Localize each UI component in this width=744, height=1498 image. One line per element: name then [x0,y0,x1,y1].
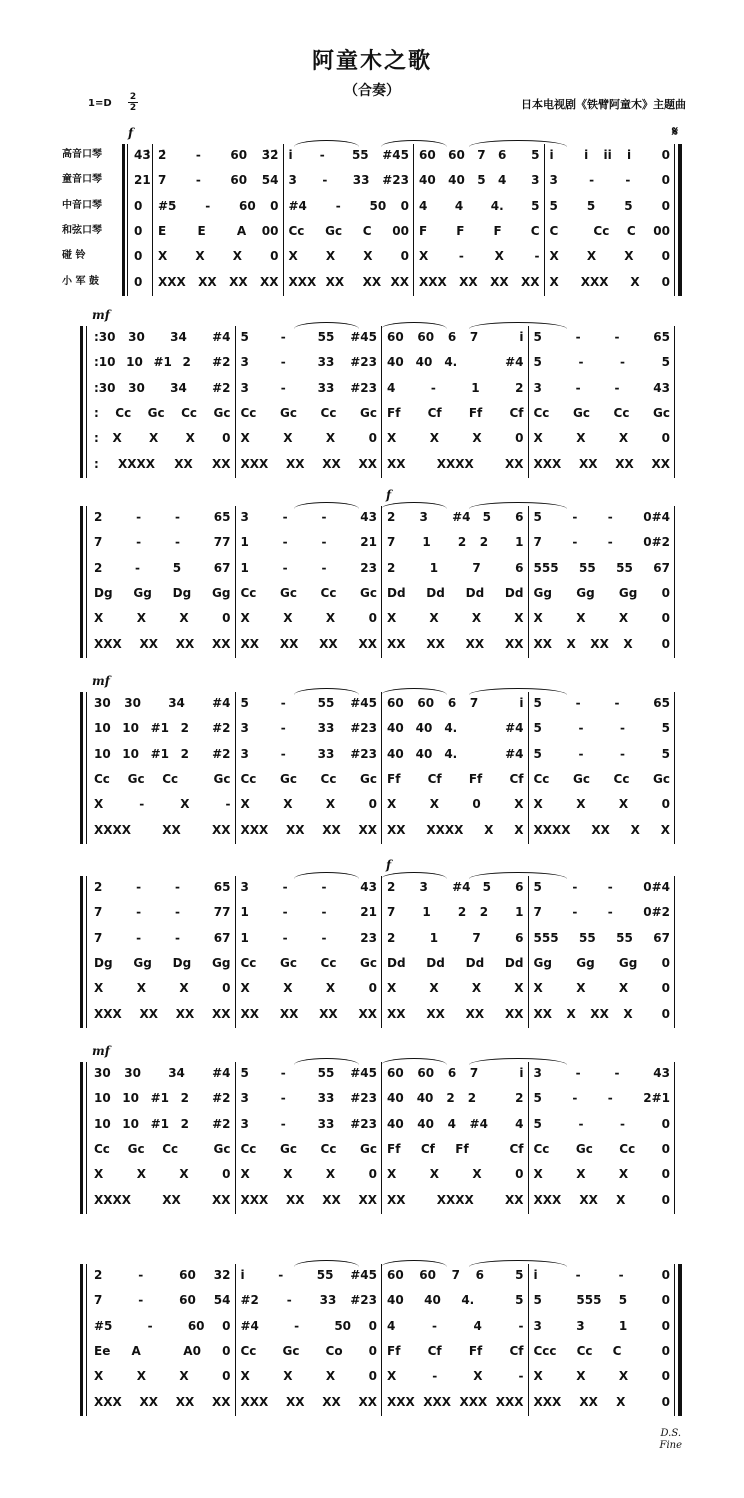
instrument-label: 高音口琴 [62,149,102,160]
measure-notes: : Cc Gc Cc Gc [94,405,231,420]
measure-notes: XXXX XX XX [94,822,231,837]
measure-notes: X X X 0 [240,1369,377,1384]
score-subtitle: （合奏） [344,83,400,99]
measure-notes: XX XX XX XX [240,1006,377,1021]
measure-notes: XXX XX XX XX [240,822,377,837]
key-signature: 1=D [88,98,112,109]
measure-notes: X XXX X 0 [549,274,670,289]
measure-notes: 5 555 5 0 [533,1293,670,1308]
measure-notes: 7 - - 0#2 [533,535,670,550]
measure-notes: :10 10 #1 2 #2 [94,355,231,370]
measure-notes: XXX XX XX XX [240,456,377,471]
instrument-row [0,1391,744,1413]
measure-notes: 40 40 4 #4 4 [387,1116,524,1131]
staff-system [0,124,744,296]
instrument-row [0,901,744,923]
measure-notes: Dd Dd Dd Dd [387,585,524,600]
measure-notes: Cc Gc Cc Gc [240,955,377,970]
measure-notes: 21 [134,173,151,188]
measure-notes: 0 [134,249,143,264]
slur [381,502,447,509]
measure-notes: Cc Gc Cc Gc [240,585,377,600]
slur [381,1058,447,1065]
measure-notes: Cc Gc Cc Gc [533,771,670,786]
measure-notes: XXX XX XX XX [240,1394,377,1409]
measure-notes: 1 - - 23 [240,930,377,945]
measure-notes: 10 10 #1 2 #2 [94,721,231,736]
measure-notes: XX XX XX XX [387,636,524,651]
measure-notes: 3 - 33 #23 [240,721,377,736]
dynamic-mezzo-forte: mf [92,1044,110,1058]
measure-notes: 40 40 4. #4 [387,746,524,761]
instrument-row [0,793,744,815]
measure-notes: Dd Dd Dd Dd [387,955,524,970]
measure-notes: 0 [134,274,143,289]
staff-system [0,1044,744,1214]
measure-notes: 5 - - 65 [533,696,670,710]
measure-notes: 7 - 60 54 [94,1293,231,1308]
instrument-row [0,453,744,475]
instrument-row [0,557,744,579]
measure-notes: 60 60 7 6 5 [419,148,540,162]
measure-notes: X X X 0 [387,431,524,446]
instrument-row [0,768,744,790]
measure-notes: XXX XX XX XX [419,274,540,289]
measure-notes: 5 - - 5 [533,746,670,761]
instrument-row [0,169,744,191]
measure-notes: 10 10 #1 2 #2 [94,746,231,761]
measure-notes: 40 40 4. #4 [387,355,524,370]
measure-notes: Cc Gc Cc Gc [94,1141,231,1156]
instrument-row [0,427,744,449]
measure-notes: 3 - - 43 [240,880,377,894]
slur [381,140,447,147]
instrument-row [0,692,744,714]
slur [294,140,360,147]
measure-notes: i i ii i 0 [549,148,670,162]
measure-notes: 4̇3̇ [134,148,151,162]
measure-notes: 5 - - 65 [533,330,670,344]
measure-notes: C Cc C 00 [549,223,670,238]
measure-notes: 7 - - 67 [94,930,231,945]
measure-notes: 2 1 7 6 [387,930,524,945]
measure-notes: XXX XX XX XX [158,274,279,289]
measure-notes: Cc Gc Cc Gc [533,405,670,420]
instrument-row [0,633,744,655]
measure-notes: Gg Gg Gg 0 [533,585,670,600]
instrument-row [0,531,744,553]
measure-notes: Cc Gc Cc Gc [94,771,231,786]
score-title: 阿童木之歌 [311,49,432,74]
slur [469,502,567,509]
measure-notes: Cc Gc Cc Gc [240,771,377,786]
measure-notes: Cc Gc C 00 [288,223,409,238]
measure-notes: Dg Gg Dg Gg [94,955,231,970]
instrument-row [0,402,744,424]
measure-notes: 2 - - 65 [94,510,231,524]
measure-notes: 5 - - 5 [533,721,670,736]
measure-notes: Ff Cf Ff Cf [387,1141,524,1156]
measure-notes: 2 3 #4 5 6 [387,510,524,524]
measure-notes: X X X 0 [94,1369,231,1384]
measure-notes: XX XXXX XX [387,1192,524,1207]
measure-notes: 40 40 4. 5 [387,1293,524,1308]
instrument-row [0,377,744,399]
instrument-row [0,245,744,267]
measure-notes: 5 - 55 #45 [240,1066,377,1080]
measure-notes: X X X 0 [94,981,231,996]
measure-notes: 2 1 7 6 [387,560,524,575]
measure-notes: 5 - - 5 [533,355,670,370]
slur [294,1058,360,1065]
slur [469,1260,567,1267]
instrument-label: 和弦口琴 [62,224,102,236]
instrument-row [0,1062,744,1084]
measure-notes: 3 - 33 #23 [240,746,377,761]
instrument-row [0,220,744,242]
measure-notes: X X X 0 [533,611,670,626]
measure-notes: X X X 0 [94,1167,231,1182]
instrument-row [0,1113,744,1135]
slur [469,322,567,329]
measure-notes: Cc Gc Cc Gc [240,405,377,420]
dynamic-forte: f [128,126,134,140]
measure-notes: 5 - 55 #45 [240,330,377,344]
measure-notes: #4 - 50 0 [288,198,409,213]
measure-notes: i - 55 #45 [288,148,409,162]
measure-notes: XXX XX XX XX [533,456,670,471]
slur [294,1260,360,1267]
measure-notes: 0 [134,198,143,213]
dynamic-forte: f [386,858,392,872]
measure-notes: #4 - 50 0 [240,1318,377,1333]
instrument-row [0,876,744,898]
measure-notes: XXX XX XX XX [94,636,231,651]
measure-notes: 7 - - 0#2 [533,905,670,920]
measure-notes: 30 30 34 #4 [94,1066,231,1080]
measure-notes: 10 10 #1 2 #2 [94,1116,231,1131]
measure-notes: 3 - 33 #23 [240,380,377,395]
slur [294,872,360,879]
measure-notes: 5 - - 2#1 [533,1091,670,1106]
measure-notes: X X X X [387,611,524,626]
measure-notes: : X X X 0 [94,431,231,446]
measure-notes: 3 - 33 #23 [288,173,409,188]
time-signature [128,92,138,113]
measure-notes: X X X 0 [387,1167,524,1182]
instrument-row [0,351,744,373]
slur [469,140,567,147]
measure-notes: i - - 0 [533,1268,670,1282]
slur [381,688,447,695]
staff-system [0,674,744,844]
measure-notes: 5 - - 0 [533,1116,670,1131]
measure-notes: X X X X [387,981,524,996]
measure-notes: Ff Cf Ff Cf [387,405,524,420]
measure-notes: 7 1 2 2 1 [387,535,524,550]
measure-notes: 2 3 #4 5 6 [387,880,524,894]
measure-notes: XX XX XX XX [387,1006,524,1021]
instrument-label: 碰 铃 [62,250,86,262]
dynamic-forte: f [386,488,392,502]
instrument-row [0,144,744,166]
instrument-row [0,717,744,739]
measure-notes: Cc Gc Cc Gc [240,1141,377,1156]
instrument-row [0,1264,744,1286]
measure-notes: X X X 0 [240,1167,377,1182]
measure-notes: X - X - [419,249,540,264]
instrument-row [0,607,744,629]
source-credit: 日本电视剧《铁臂阿童木》主题曲 [521,98,686,111]
measure-notes: #2 - 33 #23 [240,1293,377,1308]
instrument-row [0,271,744,293]
measure-notes: X X X 0 [240,981,377,996]
measure-notes: 1 - - 23 [240,560,377,575]
measure-notes: X X X 0 [158,249,279,264]
measure-notes: Ccc Cc C 0 [533,1343,670,1358]
fine-mark: Fine [659,1440,682,1451]
instrument-row [0,1087,744,1109]
instrument-label: 小 军 鼓 [62,275,99,287]
measure-notes: #5 - 60 0 [158,198,279,213]
measure-notes: 555 55 55 67 [533,560,670,575]
measure-notes: 5 - - 0#4 [533,510,670,524]
measure-notes: XX XXXX X X [387,822,524,837]
measure-notes: 2 - - 65 [94,880,231,894]
measure-notes: X X X 0 [533,431,670,446]
measure-notes: XXX XXX XXX XXX [387,1394,524,1409]
measure-notes: X X X 0 [549,249,670,264]
measure-notes: 7 1 2 2 1 [387,905,524,920]
measure-notes: 3 - 33 #23 [240,1091,377,1106]
dynamic-mezzo-forte: mf [92,308,110,322]
measure-notes: 7 - - 77 [94,905,231,920]
measure-notes: 4 - 1 2 [387,380,524,395]
da-segno-fine [660,1428,683,1452]
slur [381,872,447,879]
measure-notes: Ff Cf Ff Cf [387,1343,524,1358]
measure-notes: 40 40 2 2 2 [387,1091,524,1106]
measure-notes: X X X 0 [288,249,409,264]
measure-notes: Cc Gc Co 0 [240,1343,377,1358]
measure-notes: 2 - 60 32 [94,1268,231,1282]
instrument-row [0,582,744,604]
measure-notes: E E A 00 [158,223,279,238]
measure-notes: 3 - - 43 [533,380,670,395]
measure-notes: 3 - - 43 [533,1066,670,1080]
measure-notes: 40 40 5 4 3 [419,173,540,188]
measure-notes: 555 55 55 67 [533,930,670,945]
staff-system [0,1264,744,1416]
slur [294,688,360,695]
measure-notes: X X X 0 [533,1167,670,1182]
instrument-row [0,506,744,528]
instrument-row [0,1189,744,1211]
instrument-row [0,1289,744,1311]
measure-notes: X X X 0 [533,797,670,812]
instrument-row [0,1315,744,1337]
instrument-row [0,952,744,974]
measure-notes: 60 60 6 7 i [387,1066,524,1080]
measure-notes: 3 - - 43 [240,510,377,524]
measure-notes: i - 55 #45 [240,1268,377,1282]
measure-notes: 7 - 60 54 [158,173,279,188]
measure-notes: 3 3 1 0 [533,1318,670,1333]
measure-notes: 4 - 4 - [387,1318,524,1333]
instrument-row [0,743,744,765]
measure-notes: X X X 0 [240,431,377,446]
measure-notes: 4 4 4. 5 [419,198,540,213]
measure-notes: X X X 0 [94,611,231,626]
measure-notes: X X X 0 [240,611,377,626]
slur [469,872,567,879]
measure-notes: XXX XX XX XX [94,1006,231,1021]
instrument-row [0,927,744,949]
measure-notes: 10 10 #1 2 #2 [94,1091,231,1106]
measure-notes: Dg Gg Dg Gg [94,585,231,600]
instrument-row [0,1365,744,1387]
measure-notes: XXX XX XX XX [288,274,409,289]
measure-notes: 30 30 34 #4 [94,696,231,710]
measure-notes: :30 30 34 #2 [94,380,231,395]
instrument-row [0,1340,744,1362]
meter-bottom: 2 [129,103,137,113]
dynamic-mezzo-forte: mf [92,674,110,688]
measure-notes: #5 - 60 0 [94,1318,231,1333]
instrument-row [0,1138,744,1160]
measure-notes: 2̇ - 60 3̇2̇ [158,148,279,162]
measure-notes: 60 60 7 6 5 [387,1268,524,1282]
staff-system [0,308,744,478]
instrument-row [0,819,744,841]
measure-notes: 3 - 33 #23 [240,355,377,370]
measure-notes: 3 - - 0 [549,173,670,188]
measure-notes: XX X XX X 0 [533,1006,670,1021]
measure-notes: Ff Cf Ff Cf [387,771,524,786]
instrument-row [0,977,744,999]
measure-notes: 0 [134,223,143,238]
measure-notes: XXXX XX XX [94,1192,231,1207]
measure-notes: 7 - - 77 [94,535,231,550]
measure-notes: Gg Gg Gg 0 [533,955,670,970]
measure-notes: XXX XX XX XX [94,1394,231,1409]
measure-notes: :30 30 34 #4 [94,330,231,344]
instrument-row [0,1163,744,1185]
measure-notes: X - X - [94,797,231,812]
measure-notes: X X 0 X [387,797,524,812]
measure-notes: : XXXX XX XX [94,456,231,471]
measure-notes: 2 - 5 67 [94,560,231,575]
instrument-row [0,326,744,348]
instrument-label: 中音口琴 [62,199,102,211]
slur [294,502,360,509]
slur [469,1058,567,1065]
measure-notes: 1 - - 21 [240,905,377,920]
measure-notes: X X X 0 [533,1369,670,1384]
instrument-row [0,195,744,217]
instrument-row [0,1003,744,1025]
measure-notes: X - X - [387,1369,524,1384]
measure-notes: 60 60 6 7 i [387,330,524,344]
measure-notes: X X X 0 [240,797,377,812]
slur [294,322,360,329]
measure-notes: 3 - 33 #23 [240,1116,377,1131]
ds-mark: D.S. [660,1428,681,1439]
measure-notes: 60 60 6 7 i [387,696,524,710]
measure-notes: XX XXXX XX [387,456,524,471]
measure-notes: X X X 0 [533,981,670,996]
measure-notes: 5 5 5 0 [549,198,670,213]
staff-system [0,858,744,1028]
measure-notes: XXX XX X 0 [533,1192,670,1207]
measure-notes: XX XX XX XX [240,636,377,651]
measure-notes: Ee A A0 0 [94,1343,231,1358]
slur [381,1260,447,1267]
measure-notes: 5 - - 0#4 [533,880,670,894]
measure-notes: XXX XX XX XX [240,1192,377,1207]
measure-notes: 1 - - 21 [240,535,377,550]
segno-sign: 𝄋 [672,124,679,140]
measure-notes: XX X XX X 0 [533,636,670,651]
measure-notes: 5 - 55 #45 [240,696,377,710]
measure-notes: 40 40 4. #4 [387,721,524,736]
measure-notes: XXX XX X 0 [533,1394,670,1409]
measure-notes: Cc Gc Cc 0 [533,1141,670,1156]
meter-top: 2 [129,92,137,102]
instrument-label: 童音口琴 [62,174,102,186]
measure-notes: F F F C [419,223,540,238]
staff-system [0,488,744,658]
measure-notes: XXXX XX X X [533,822,670,837]
slur [469,688,567,695]
slur [381,322,447,329]
